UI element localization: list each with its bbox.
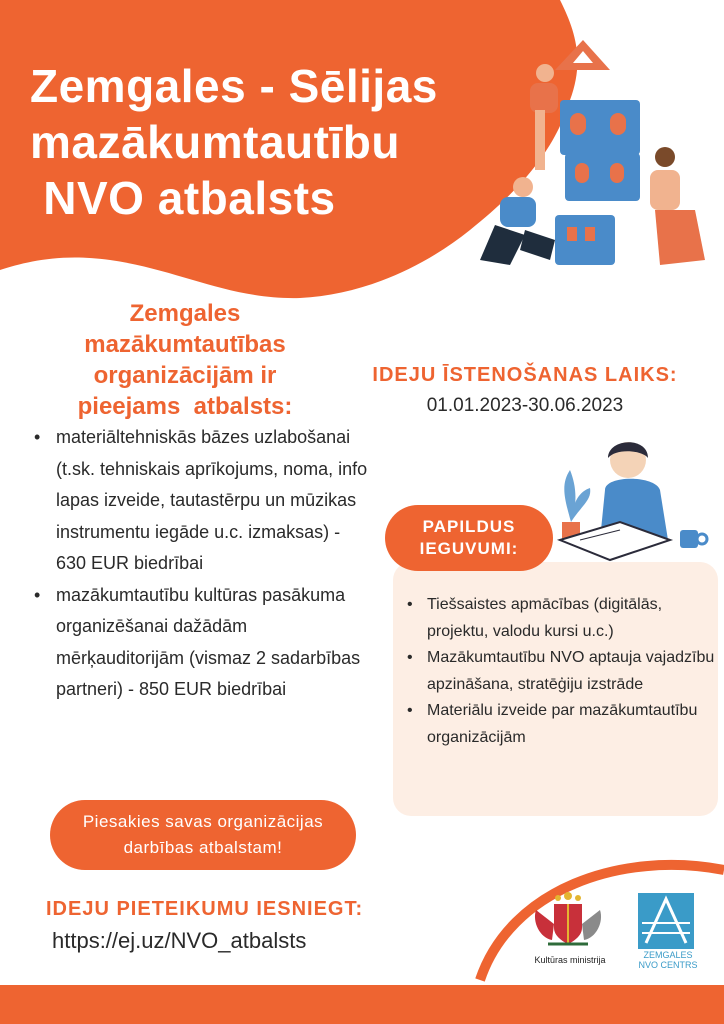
cta-line: darbības atbalstam! — [123, 838, 283, 857]
support-heading-line: pieejams atbalsts: — [77, 393, 293, 420]
coat-of-arms-icon — [528, 888, 608, 950]
title-line: mazākumtautību — [30, 116, 400, 168]
title-line: Zemgales - Sēlijas — [30, 60, 438, 112]
benefits-badge-line: PAPILDUS — [422, 517, 516, 536]
support-list — [30, 422, 370, 706]
benefits-list — [405, 592, 715, 751]
benefits-badge — [385, 505, 553, 571]
support-heading — [36, 298, 334, 422]
list-item: • Tiešsaistes apmācības (digitālās, projektu, valodu kursi u.c.) — [405, 592, 715, 645]
apply-link[interactable]: https://ej.uz/NVO_atbalsts — [52, 928, 307, 953]
nvo-centrs-logo-label — [630, 950, 706, 970]
nvo-centrs-logo-icon — [638, 893, 694, 949]
list-item: • Materiālu izveide par mazākumtautību organizācijām — [405, 698, 715, 751]
list-item: • materiāltehniskās bāzes uzlabošanai (t.sk. tehniskais aprīkojums, noma, info lapas izveide, tautastērpu un mūzikas instrumentu iegāde u.c. izmaksas) - 630 EUR biedrībai — [30, 422, 370, 580]
timeline-dates: 01.01.2023-30.06.2023 — [426, 395, 624, 416]
timeline-label: IDEJU ĪSTENOŠANAS LAIKS: — [372, 364, 678, 386]
support-heading-line: mazākumtautības — [84, 331, 286, 358]
support-heading-line: Zemgales — [129, 300, 241, 327]
apply-call-to-action[interactable] — [50, 800, 356, 870]
cta-line: Piesakies savas organizācijas — [82, 812, 324, 831]
ministry-logo-label: Kultūras ministrija — [534, 955, 606, 965]
list-item: • Mazākumtautību NVO aptauja vajadzību apzināšana, stratēģiju izstrāde — [405, 645, 715, 698]
apply-label: IDEJU PIETEIKUMU IESNIEGT: — [46, 898, 364, 920]
support-heading-line: organizācijām ir — [93, 362, 277, 389]
list-item: • mazākumtautību kultūras pasākuma organizēšanai dažādām mērķauditorijām (vismaz 2 sadarbības partneri) - 850 EUR biedrībai — [30, 580, 370, 706]
nvo-label-line: NVO CENTRS — [638, 960, 698, 970]
nvo-label-line: ZEMGALES — [643, 950, 693, 960]
footer-bar — [0, 985, 724, 1024]
title-line: NVO atbalsts — [30, 172, 336, 224]
poster-title — [30, 58, 510, 226]
benefits-badge-line: IEGUVUMI: — [419, 539, 519, 558]
